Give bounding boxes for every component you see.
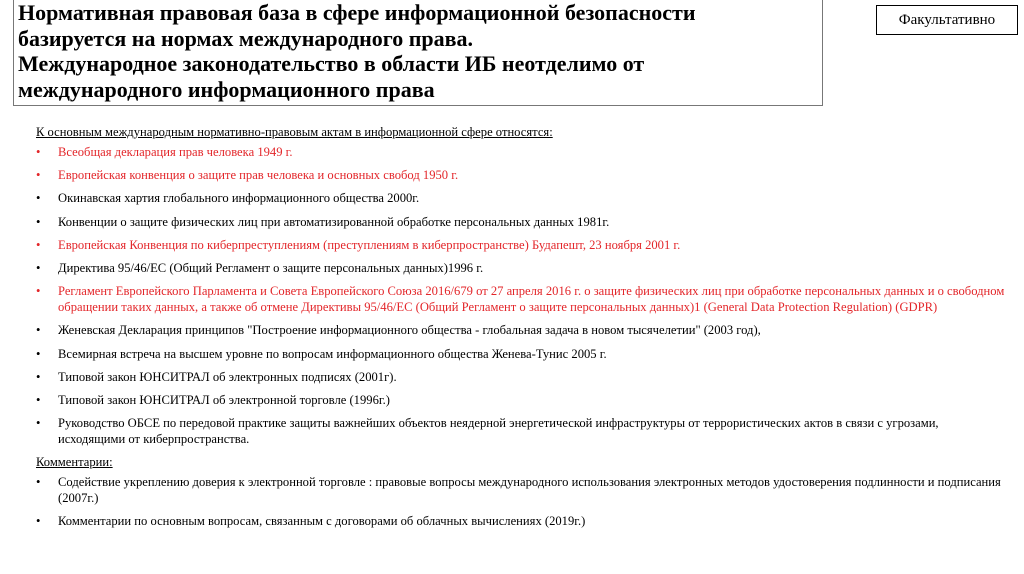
list-item-text: Европейская конвенция о защите прав человека и основных свобод 1950 г.: [58, 168, 459, 183]
bullet-icon: •: [36, 237, 41, 252]
list-item: [36, 474, 1006, 506]
section-heading-acts: К основным международным нормативно-правовым актам в информационной сфере относятся:: [36, 125, 553, 139]
list-item-text: Европейская Конвенция по киберпреступлениям (преступлениям в киберпространстве) Будапешт, 23 ноября 2001 г.: [58, 237, 681, 252]
bullet-icon: •: [36, 168, 41, 183]
bullet-icon: •: [36, 214, 41, 229]
list-item-text: Руководство ОБСЕ по передовой практике защиты важнейших объектов неядерной энергетической инфраструктуры от террористических актов в связи с угрозами, исходящими от киберпространства.: [58, 416, 939, 447]
bullet-icon: •: [36, 369, 41, 384]
list-item-text: Конвенции о защите физических лиц при автоматизированной обработке персональных данных 1981г.: [58, 214, 610, 229]
list-item-text: Всеобщая декларация прав человека 1949 г.: [58, 145, 293, 159]
list-item: [36, 513, 1006, 529]
list-item-text: Окинавская хартия глобального информационного общества 2000г.: [58, 191, 420, 206]
list-item-text: Всемирная встреча на высшем уровне по вопросам информационного общества Женева-Тунис 2005 г.: [58, 346, 607, 361]
list-item: [36, 237, 1006, 253]
list-item: [36, 283, 1006, 315]
slide-content: [36, 124, 1006, 537]
list-item: [36, 322, 1006, 338]
bullet-icon: •: [36, 191, 41, 206]
title-line-3: Международное законодательство в области ИБ неотделимо от: [18, 51, 645, 76]
list-item-text: Комментарии по основным вопросам, связанным с договорами об облачных вычислениях (2019г.): [58, 514, 586, 529]
comments-list: [36, 474, 1006, 529]
title-line-2: базируется на нормах международного права.: [18, 25, 474, 51]
list-item: [36, 144, 1006, 160]
list-item: [36, 190, 1006, 206]
list-item: [36, 415, 1006, 447]
list-item: [36, 369, 1006, 385]
list-item: [36, 392, 1006, 408]
bullet-icon: •: [36, 514, 41, 529]
list-item-text: Типовой закон ЮНСИТРАЛ об электронной торговле (1996г.): [58, 392, 390, 407]
bullet-icon: •: [36, 323, 41, 338]
list-item-text: Регламент Европейского Парламента и Совета Европейского Союза 2016/679 от 27 апреля 2016 г. о защите физических лиц при обработке персональных данных и о свободном обращении таких данных, а также об отмене Директивы 95/46/ЕС (Общий Регламент о защите персональных данных)1 (General Data Protection Regulation) (GDPR): [58, 284, 1005, 315]
list-item-text: Типовой закон ЮНСИТРАЛ об электронных подписях (2001г).: [58, 369, 397, 384]
bullet-icon: •: [36, 475, 41, 490]
list-item: [36, 167, 1006, 183]
title-line-1: Нормативная правовая база в сфере информационной безопасности: [18, 0, 696, 25]
bullet-icon: •: [36, 145, 41, 159]
list-item: [36, 260, 1006, 276]
list-item: [36, 346, 1006, 362]
bullet-icon: •: [36, 260, 41, 275]
section-heading-comments: Комментарии:: [36, 455, 113, 470]
list-item-text: Директива 95/46/ЕС (Общий Регламент о защите персональных данных)1996 г.: [58, 260, 484, 275]
optional-badge: Факультативно: [876, 5, 1018, 35]
slide-title-box: [13, 0, 823, 106]
bullet-icon: •: [36, 346, 41, 361]
bullet-icon: •: [36, 416, 41, 431]
list-item: [36, 214, 1006, 230]
bullet-icon: •: [36, 284, 41, 299]
list-item-text: Женевская Декларация принципов "Построение информационного общества - глобальная задача в новом тысячелетии" (2003 год),: [58, 323, 761, 338]
list-item-text: Содействие укреплению доверия к электронной торговле : правовые вопросы международного использования электронных методов удостоверения подлинности и подписания (2007г.): [58, 475, 1001, 506]
title-line-4: международного информационного права: [18, 76, 435, 102]
acts-list: [36, 144, 1006, 447]
bullet-icon: •: [36, 392, 41, 407]
